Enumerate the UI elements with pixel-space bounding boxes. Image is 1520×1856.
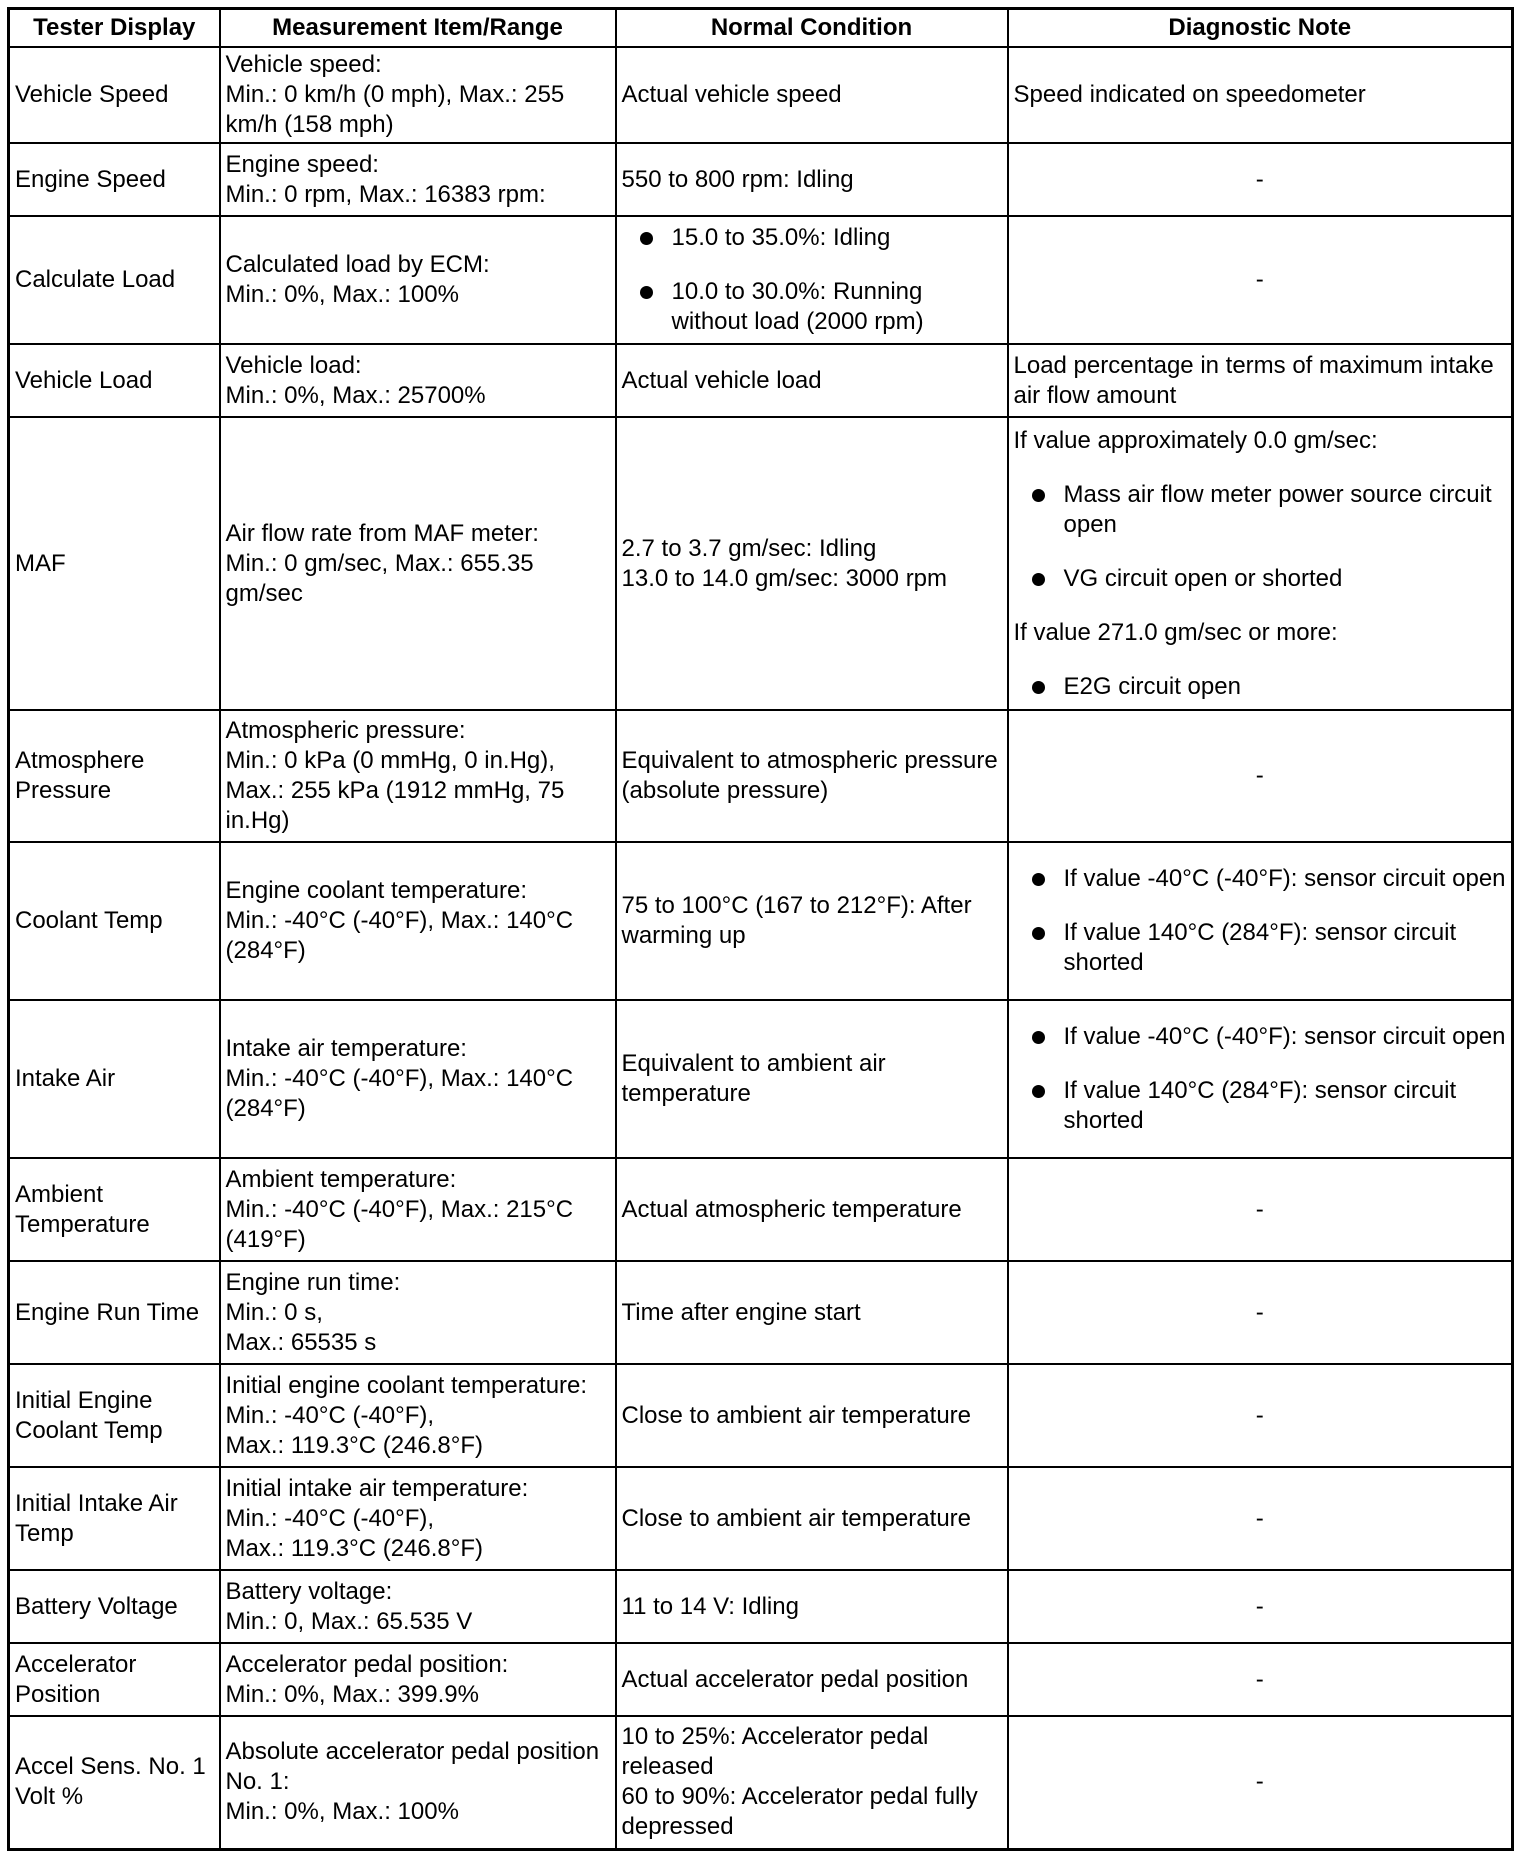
measurement-cell <box>220 710 616 842</box>
bullet-item: If value 140°C (284°F): sensor circuit shorted <box>1014 1076 1507 1136</box>
cell-text: 2.7 to 3.7 gm/sec: Idling <box>621 534 877 562</box>
table-row <box>9 1364 1513 1467</box>
table-row <box>9 1570 1513 1643</box>
tester-display-cell <box>9 216 220 344</box>
cell-text: Min.: 0, Max.: 65.535 V <box>225 1607 473 1635</box>
cell-text: - <box>1255 1504 1264 1532</box>
normal-condition-cell <box>616 216 1008 344</box>
cell-text: Max.: 119.3°C (246.8°F) <box>225 1431 484 1459</box>
cell-text: - <box>1255 1665 1264 1693</box>
normal-condition-cell <box>616 1261 1008 1364</box>
cell-text: Max.: 119.3°C (246.8°F) <box>225 1534 484 1562</box>
bullet-item: 15.0 to 35.0%: Idling <box>622 223 1002 253</box>
cell-text: Min.: 0%, Max.: 25700% <box>225 381 486 409</box>
cell-text: Initial intake air temperature: <box>225 1474 529 1502</box>
bullet-list <box>1014 1022 1507 1136</box>
cell-text: Initial Intake Air Temp <box>15 1489 178 1547</box>
measurement-cell <box>220 842 616 1000</box>
measurement-cell <box>220 143 616 216</box>
normal-condition-cell <box>616 1643 1008 1716</box>
table-row <box>9 344 1513 417</box>
cell-text: Battery Voltage <box>15 1592 178 1620</box>
cell-text: Accelerator pedal position: <box>225 1650 509 1678</box>
cell-text: - <box>1255 762 1264 789</box>
cell-text: Actual accelerator pedal position <box>621 1665 969 1693</box>
normal-condition-cell <box>616 143 1008 216</box>
normal-condition-cell <box>616 1158 1008 1261</box>
cell-text: Intake Air <box>15 1065 116 1092</box>
header-normal-condition: Normal Condition <box>616 9 1008 48</box>
table-row <box>9 417 1513 710</box>
cell-text: Coolant Temp <box>15 907 163 934</box>
table-row <box>9 216 1513 344</box>
measurement-cell <box>220 1261 616 1364</box>
cell-text: Absolute accelerator pedal position No. 1: <box>225 1738 600 1796</box>
cell-text: Atmosphere Pressure <box>15 747 145 804</box>
note-intro: If value 271.0 gm/sec or more: <box>1013 618 1338 646</box>
cell-text: Accelerator Position <box>15 1650 137 1708</box>
cell-text: Accel Sens. No. 1 Volt % <box>15 1753 206 1811</box>
table-row <box>9 1716 1513 1849</box>
cell-text: Equivalent to atmospheric pressure (absolute pressure) <box>621 747 998 804</box>
cell-text: Min.: 0 km/h (0 mph), Max.: 255 km/h (158 mph) <box>225 81 565 138</box>
diagnostic-note-cell <box>1008 1158 1513 1261</box>
cell-text: - <box>1255 266 1264 293</box>
measurement-cell <box>220 344 616 417</box>
cell-text: - <box>1255 1401 1264 1429</box>
header-diagnostic-note: Diagnostic Note <box>1008 9 1513 48</box>
diagnostic-note-cell <box>1008 1261 1513 1364</box>
diagnostic-note-cell <box>1008 1000 1513 1158</box>
cell-text: - <box>1255 1592 1264 1620</box>
measurement-cell <box>220 1716 616 1849</box>
normal-condition-cell <box>616 417 1008 710</box>
tester-display-cell <box>9 1643 220 1716</box>
table-row <box>9 1467 1513 1570</box>
normal-condition-cell <box>616 1364 1008 1467</box>
diagnostic-note-cell <box>1008 1364 1513 1467</box>
header-tester-display: Tester Display <box>9 9 220 48</box>
cell-text: Min.: 0 s, <box>225 1298 323 1326</box>
cell-text: Min.: 0%, Max.: 100% <box>225 1798 459 1826</box>
cell-text: Min.: -40°C (-40°F), Max.: 140°C (284°F) <box>225 1065 574 1122</box>
cell-text: Min.: -40°C (-40°F), Max.: 140°C (284°F) <box>225 907 574 964</box>
diagnostic-note-cell <box>1008 344 1513 417</box>
cell-text: Min.: -40°C (-40°F), <box>225 1504 435 1532</box>
cell-text: 10 to 25%: Accelerator pedal released <box>621 1723 929 1781</box>
measurement-cell <box>220 1000 616 1158</box>
table-row <box>9 47 1513 143</box>
cell-text: Min.: -40°C (-40°F), Max.: 215°C (419°F) <box>225 1195 574 1253</box>
diagnostic-note-cell <box>1008 1643 1513 1716</box>
normal-condition-cell <box>616 1467 1008 1570</box>
cell-text: Min.: -40°C (-40°F), <box>225 1401 435 1429</box>
bullet-item: If value -40°C (-40°F): sensor circuit open <box>1014 864 1507 894</box>
diagnostic-note-cell <box>1008 216 1513 344</box>
tester-display-cell <box>9 1364 220 1467</box>
cell-text: Close to ambient air temperature <box>621 1504 971 1532</box>
measurement-cell <box>220 1643 616 1716</box>
cell-text: Engine speed: <box>225 150 379 178</box>
bullet-item: Mass air flow meter power source circuit open <box>1014 480 1507 540</box>
cell-text: Atmospheric pressure: <box>225 717 466 744</box>
tester-display-cell <box>9 1467 220 1570</box>
bullet-item: E2G circuit open <box>1014 672 1507 702</box>
tester-display-cell <box>9 1716 220 1849</box>
table-row <box>9 710 1513 842</box>
cell-text: Engine run time: <box>225 1268 401 1296</box>
cell-text: Initial Engine Coolant Temp <box>15 1386 163 1444</box>
cell-text: Actual vehicle speed <box>621 81 842 108</box>
normal-condition-cell <box>616 344 1008 417</box>
cell-text: Engine coolant temperature: <box>225 877 528 904</box>
bullet-item: If value -40°C (-40°F): sensor circuit open <box>1014 1022 1507 1052</box>
measurement-cell <box>220 1364 616 1467</box>
diagnostic-note-cell <box>1008 1467 1513 1570</box>
diagnostic-note-cell <box>1008 1570 1513 1643</box>
tester-display-cell <box>9 1261 220 1364</box>
cell-text: - <box>1255 1195 1264 1223</box>
bullet-list <box>1014 864 1507 978</box>
measurement-cell <box>220 216 616 344</box>
bullet-list <box>622 223 1002 337</box>
data-list-table <box>7 7 1514 1851</box>
bullet-item: If value 140°C (284°F): sensor circuit shorted <box>1014 918 1507 978</box>
cell-text: - <box>1255 1298 1264 1326</box>
measurement-cell <box>220 1467 616 1570</box>
cell-text: MAF <box>15 549 66 577</box>
cell-text: Speed indicated on speedometer <box>1013 81 1366 108</box>
cell-text: Equivalent to ambient air temperature <box>621 1050 886 1107</box>
table-row <box>9 1158 1513 1261</box>
table-row <box>9 1261 1513 1364</box>
cell-text: 60 to 90%: Accelerator pedal fully depressed <box>621 1783 978 1841</box>
cell-text: Min.: 0 rpm, Max.: 16383 rpm: <box>225 180 546 208</box>
page <box>7 7 1514 1851</box>
cell-text: Engine Speed <box>15 165 166 193</box>
diagnostic-note-cell <box>1008 417 1513 710</box>
note-intro: If value approximately 0.0 gm/sec: <box>1013 426 1378 454</box>
cell-text: Vehicle load: <box>225 351 362 379</box>
normal-condition-cell <box>616 1000 1008 1158</box>
tester-display-cell <box>9 344 220 417</box>
cell-text: Calculate Load <box>15 266 176 293</box>
cell-text: Vehicle Load <box>15 366 153 394</box>
diagnostic-note-cell <box>1008 842 1513 1000</box>
measurement-cell <box>220 1158 616 1261</box>
cell-text: 13.0 to 14.0 gm/sec: 3000 rpm <box>621 564 948 592</box>
cell-text: Max.: 65535 s <box>225 1328 377 1356</box>
cell-text: Min.: 0 gm/sec, Max.: 655.35 gm/sec <box>225 549 534 607</box>
cell-text: 11 to 14 V: Idling <box>621 1592 799 1620</box>
cell-text: 75 to 100°C (167 to 212°F): After warming up <box>621 892 972 949</box>
cell-text: Time after engine start <box>621 1298 861 1326</box>
cell-text: Initial engine coolant temperature: <box>225 1371 588 1399</box>
normal-condition-cell <box>616 1716 1008 1849</box>
tester-display-cell <box>9 47 220 143</box>
bullet-item: VG circuit open or shorted <box>1014 564 1507 594</box>
table-row <box>9 143 1513 216</box>
tester-display-cell <box>9 143 220 216</box>
cell-text: Air flow rate from MAF meter: <box>225 519 539 547</box>
measurement-cell <box>220 1570 616 1643</box>
cell-text: Actual vehicle load <box>621 366 822 394</box>
table-row <box>9 1643 1513 1716</box>
cell-text: - <box>1255 165 1264 193</box>
normal-condition-cell <box>616 710 1008 842</box>
cell-text: Intake air temperature: <box>225 1035 467 1062</box>
tester-display-cell <box>9 710 220 842</box>
cell-text: Min.: 0 kPa (0 mmHg, 0 in.Hg), Max.: 255 kPa (1912 mmHg, 75 in.Hg) <box>225 747 565 834</box>
diagnostic-note-cell <box>1008 143 1513 216</box>
diagnostic-note-cell <box>1008 710 1513 842</box>
normal-condition-cell <box>616 1570 1008 1643</box>
header-row <box>9 9 1513 48</box>
cell-text: Engine Run Time <box>15 1298 200 1326</box>
cell-text: 550 to 800 rpm: Idling <box>621 165 854 193</box>
tester-display-cell <box>9 417 220 710</box>
tester-display-cell <box>9 1000 220 1158</box>
cell-text: Min.: 0%, Max.: 399.9% <box>225 1680 479 1708</box>
tester-display-cell <box>9 1158 220 1261</box>
cell-text: Vehicle speed: <box>225 51 382 78</box>
cell-text: Min.: 0%, Max.: 100% <box>225 281 459 308</box>
bullet-list <box>1014 672 1507 702</box>
measurement-cell <box>220 47 616 143</box>
cell-text: Ambient temperature: <box>225 1165 457 1193</box>
diagnostic-note-cell <box>1008 1716 1513 1849</box>
normal-condition-cell <box>616 47 1008 143</box>
cell-text: Load percentage in terms of maximum intake air flow amount <box>1013 351 1494 409</box>
tester-display-cell <box>9 1570 220 1643</box>
cell-text: - <box>1255 1768 1264 1796</box>
tester-display-cell <box>9 842 220 1000</box>
table-row <box>9 1000 1513 1158</box>
normal-condition-cell <box>616 842 1008 1000</box>
bullet-item: 10.0 to 30.0%: Running without load (2000 rpm) <box>622 277 1002 337</box>
table-row <box>9 842 1513 1000</box>
bullet-list <box>1014 480 1507 594</box>
cell-text: Close to ambient air temperature <box>621 1401 971 1429</box>
diagnostic-note-cell <box>1008 47 1513 143</box>
measurement-cell <box>220 417 616 710</box>
cell-text: Ambient Temperature <box>15 1180 150 1238</box>
header-measurement-item: Measurement Item/Range <box>220 9 616 48</box>
cell-text: Vehicle Speed <box>15 81 169 108</box>
cell-text: Battery voltage: <box>225 1577 393 1605</box>
cell-text: Calculated load by ECM: <box>225 251 490 278</box>
cell-text: Actual atmospheric temperature <box>621 1195 962 1223</box>
